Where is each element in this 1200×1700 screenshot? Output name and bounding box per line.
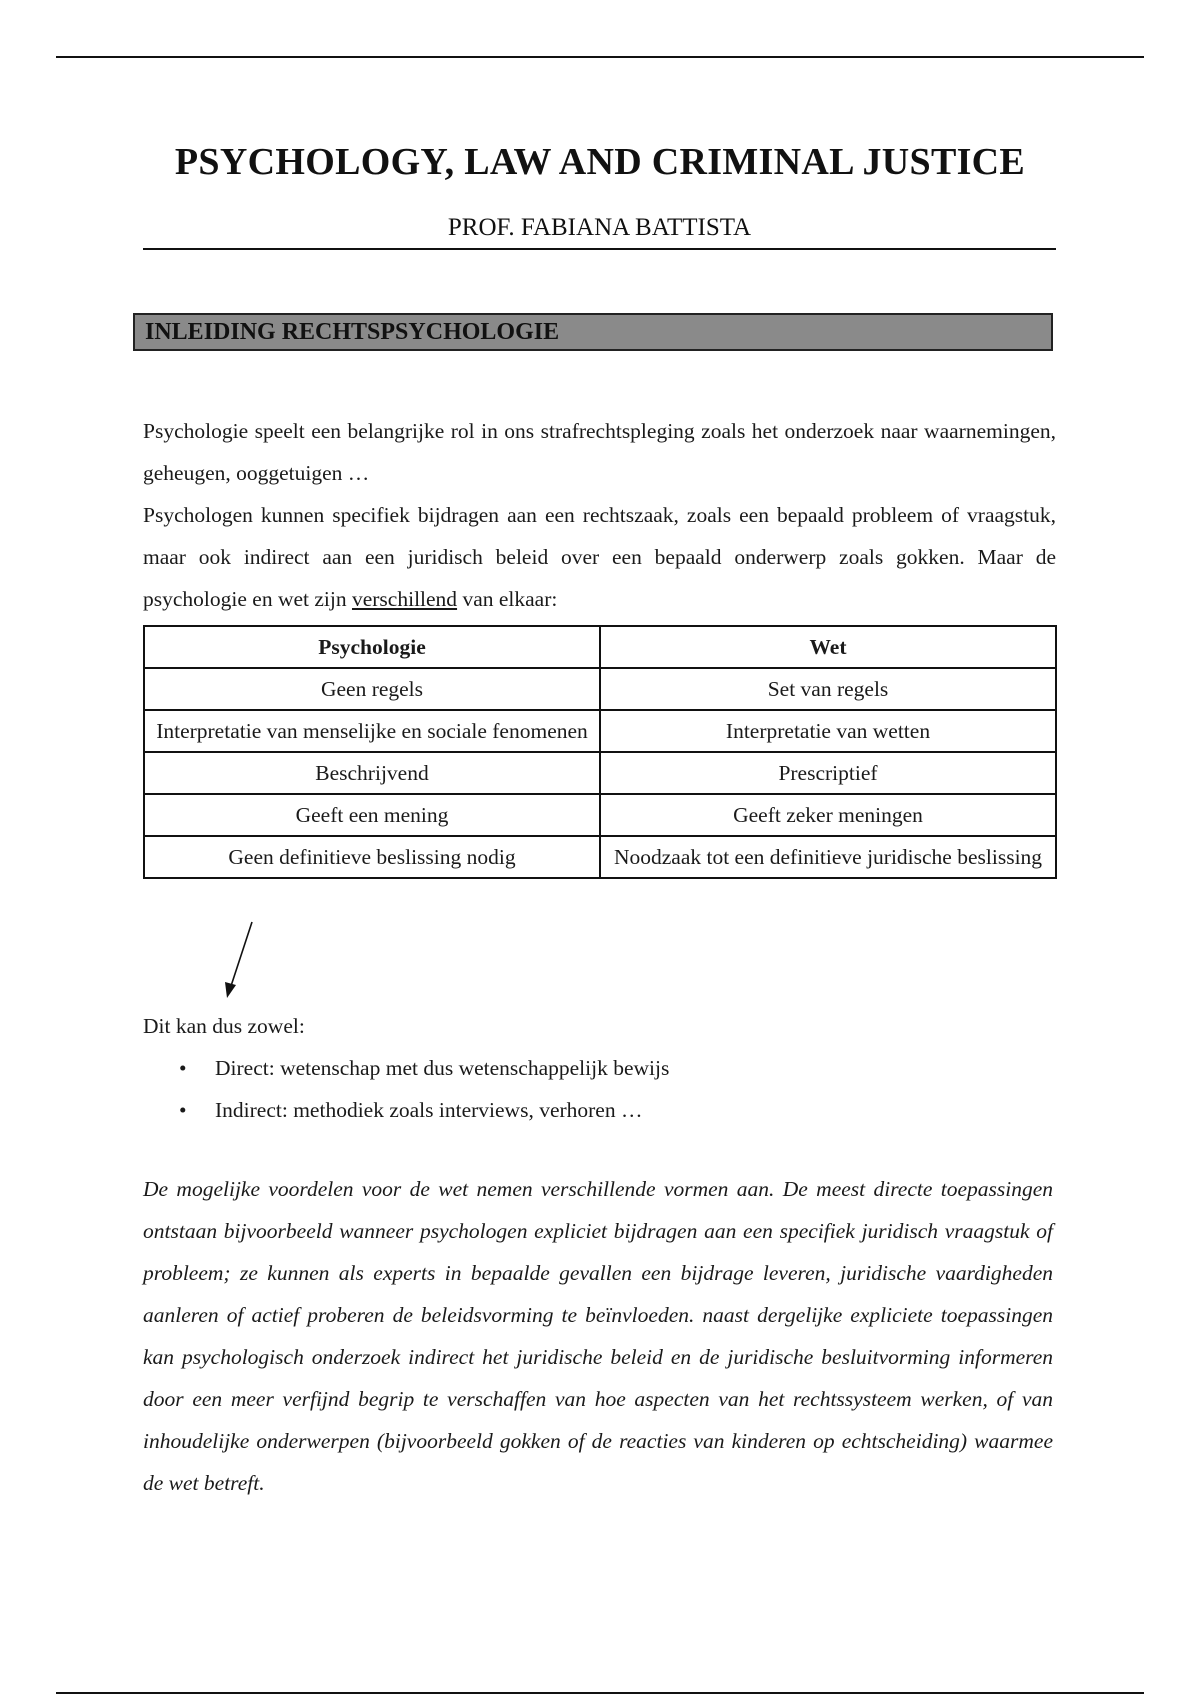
table-cell: Set van regels — [600, 668, 1056, 710]
bullet-list — [143, 1047, 1056, 1131]
list-item — [179, 1089, 1056, 1131]
list-item-text: Direct: wetenschap met dus wetenschappelijk bewijs — [215, 1056, 670, 1080]
arrow-icon — [218, 918, 258, 998]
document-title: PSYCHOLOGY, LAW AND CRIMINAL JUSTICE — [174, 141, 1026, 183]
table-row — [144, 794, 1056, 836]
table-cell: Prescriptief — [600, 752, 1056, 794]
table-cell: Beschrijvend — [144, 752, 600, 794]
list-item-text: Indirect: methodiek zoals interviews, verhoren … — [215, 1098, 643, 1122]
after-table-block — [143, 1005, 1056, 1131]
table-row — [144, 710, 1056, 752]
table-cell: Interpretatie van wetten — [600, 710, 1056, 752]
intro-paragraph-2-start: Psychologen kunnen specifiek bijdragen aan een rechtszaak, zoals een bepaald probleem of vraagstuk, maar ook indirect aan een juridisch beleid over een bepaald onderwerp zoals gokken. Maar de psychologie en wet zijn — [143, 503, 1056, 611]
table-cell: Geen regels — [144, 668, 600, 710]
table-cell: Geeft zeker meningen — [600, 794, 1056, 836]
column-header-psychologie: Psychologie — [144, 626, 600, 668]
intro-text — [143, 410, 1056, 620]
column-header-wet: Wet — [600, 626, 1056, 668]
list-item — [179, 1047, 1056, 1089]
bullet-icon: • — [179, 1098, 187, 1122]
italic-quote: De mogelijke voordelen voor de wet nemen verschillende vormen aan. De meest directe toepassingen ontstaan bijvoorbeeld wanneer psychologen expliciet bijdragen aan een specifiek juridisch vraagstuk of probleem; ze kunnen als experts in bepaalde gevallen een bijdrage leveren, juridische vaardigheden aanleren of actief proberen de beleidsvorming te beïnvloeden. naast dergelijke expliciete toepassingen kan psychologisch onderzoek indirect het juridische beleid en de juridische besluitvorming informeren door een meer verfijnd begrip te verschaffen van hoe aspecten van het rechtssysteem werken, of van inhoudelijke onderwerpen (bijvoorbeeld gokken of de reacties van kinderen op echtscheiding) waarmee de wet betreft. — [143, 1177, 1053, 1495]
comparison-table — [143, 625, 1057, 879]
intro-paragraph-1: Psychologie speelt een belangrijke rol in ons strafrechtspleging zoals het onderzoek naar waarnemingen, geheugen, ooggetuigen … — [143, 419, 1056, 485]
intro-paragraph-2-end: van elkaar: — [457, 587, 558, 611]
list-lead: Dit kan dus zowel: — [143, 1014, 305, 1038]
table-cell: Noodzaak tot een definitieve juridische beslissing — [600, 836, 1056, 878]
bottom-rule — [56, 1692, 1144, 1694]
top-rule — [56, 56, 1144, 58]
underlined-word: verschillend — [351, 587, 458, 611]
intro-paragraph-2 — [143, 494, 1056, 620]
table-row — [144, 836, 1056, 878]
table-cell: Geeft een mening — [144, 794, 600, 836]
document-subtitle: PROF. FABIANA BATTISTA — [143, 214, 1056, 250]
table-header-row — [144, 626, 1056, 668]
bullet-icon: • — [179, 1056, 187, 1080]
table-cell: Interpretatie van menselijke en sociale fenomenen — [144, 710, 600, 752]
table-cell: Geen definitieve beslissing nodig — [144, 836, 600, 878]
table-row — [144, 668, 1056, 710]
section-heading: INLEIDING RECHTSPSYCHOLOGIE — [133, 313, 1053, 351]
table-row — [144, 752, 1056, 794]
